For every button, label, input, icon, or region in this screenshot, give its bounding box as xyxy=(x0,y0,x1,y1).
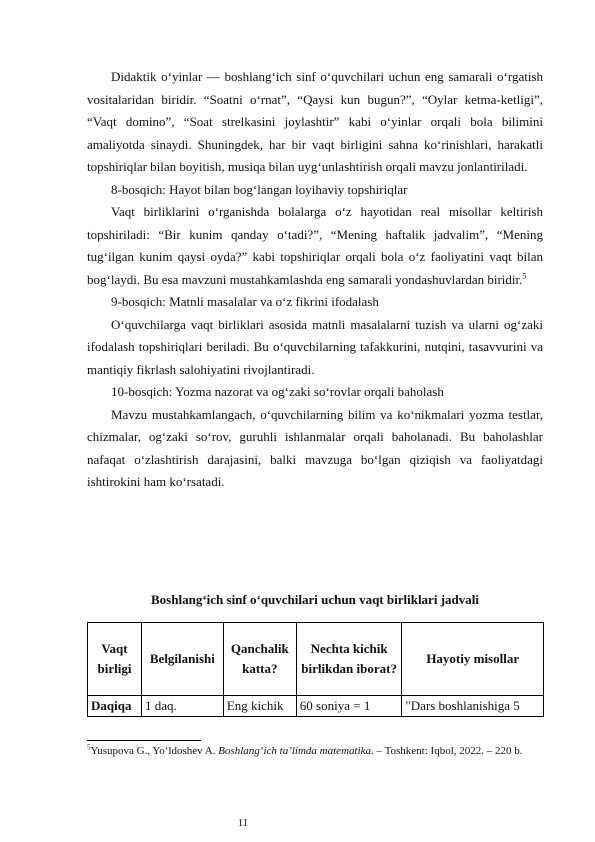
paragraph-step-8-text: Vaqt birliklarini o‘rganishda bolalarga o‘z hayotidan real misollar keltirish topshiriladi: “Bir kunim qanday o‘tadi?”, “Mening haftalik jadvalim”, “Mening tug‘ilgan kunim qaysi oyda?” kabi topshiriqlar orqali bola o‘z faoliyatini vaqt bilan bog‘laydi. Bu esa mavzuni mustahkamlashda eng samarali yondashuvlardan biridir. xyxy=(87,204,543,287)
footnote-ref: 5 xyxy=(522,271,527,281)
header-unit: Vaqt birligi xyxy=(88,623,142,696)
footnote-divider xyxy=(87,740,201,741)
time-units-table xyxy=(87,622,544,717)
table-row xyxy=(88,696,544,717)
table-title: Boshlang‘ich sinf o‘quvchilari uchun vaqt birliklari jadvali xyxy=(151,592,479,607)
footnote-authors: Yusupova G., Yo‘ldoshev A. xyxy=(90,745,219,757)
cell-examples: "Dars boshlanishiga 5 xyxy=(402,696,544,717)
footnote-book-title: Boshlang‘ich ta’limda matematika xyxy=(218,745,372,757)
body-text xyxy=(87,66,543,494)
cell-notation: 1 daq. xyxy=(141,696,223,717)
footnote xyxy=(87,744,543,759)
step-10-heading: 10-bosqich: Yozma nazorat va og‘zaki so‘rovlar orqali baholash xyxy=(111,384,444,399)
footnote-publication: . – Toshkent: Iqbol, 2022. – 220 b. xyxy=(371,745,523,757)
table-header-row xyxy=(88,623,544,696)
header-examples: Hayotiy misollar xyxy=(402,623,544,696)
paragraph-step-10: Mavzu mustahkamlangach, o‘quvchilarning bilim va ko‘nikmalari yozma testlar, chizmalar, og‘zaki so‘rov, guruhli ishlanmalar orqali baholanadi. Bu baholashlar nafaqat o‘zlashtirish darajasini, balki mavzuga bo‘lgan qiziqish va faoliyatdagi ishtirokini ham ko‘rsatadi. xyxy=(87,406,543,489)
step-9-heading: 9-bosqich: Matnli masalalar va o‘z fikrini ifodalash xyxy=(111,294,379,309)
paragraph-didactic-games: Didaktik o‘yinlar — boshlang‘ich sinf o‘quvchilari uchun eng samarali o‘rgatish vositalaridan biridir. “Soatni o‘rnat”, “Qaysi kun bugun?”, “Oylar ketma-ketligi”, “Vaqt domino”, “Soat strelkasini joylashtir” kabi o‘yinlar orqali bola bilimini amaliyotda sinaydi. Shuningdek, har bir vaqt birligini sahna ko‘rinishlari, harakatli topshiriqlar bilan boyitish, musiqa bilan uyg‘unlashtirish orqali mavzu jonlantiriladi. xyxy=(87,69,543,174)
paragraph-step-8 xyxy=(87,201,543,291)
header-composition: Nechta kichik birlikdan iborat? xyxy=(296,623,402,696)
step-8-heading: 8-bosqich: Hayot bilan bog‘langan loyihaviy topshiriqlar xyxy=(111,181,408,197)
footnote-number: 5 xyxy=(87,743,91,752)
cell-unit: Daqiqa xyxy=(88,696,142,717)
cell-composition: 60 soniya = 1 xyxy=(296,696,402,717)
cell-size: Eng kichik xyxy=(223,696,296,717)
paragraph-step-9: O‘quvchilarga vaqt birliklari asosida matnli masalalarni tuzish va ularni og‘zaki ifodalash topshiriqlari beriladi. Bu o‘quvchilarning tafakkurini, nutqini, tasavvurini va mantiqiy fikrlash salohiyatini rivojlantiradi. xyxy=(87,316,543,377)
page-number: 11 xyxy=(237,817,249,829)
header-size: Qanchalik katta? xyxy=(223,623,296,696)
header-notation: Belgilanishi xyxy=(141,623,223,696)
